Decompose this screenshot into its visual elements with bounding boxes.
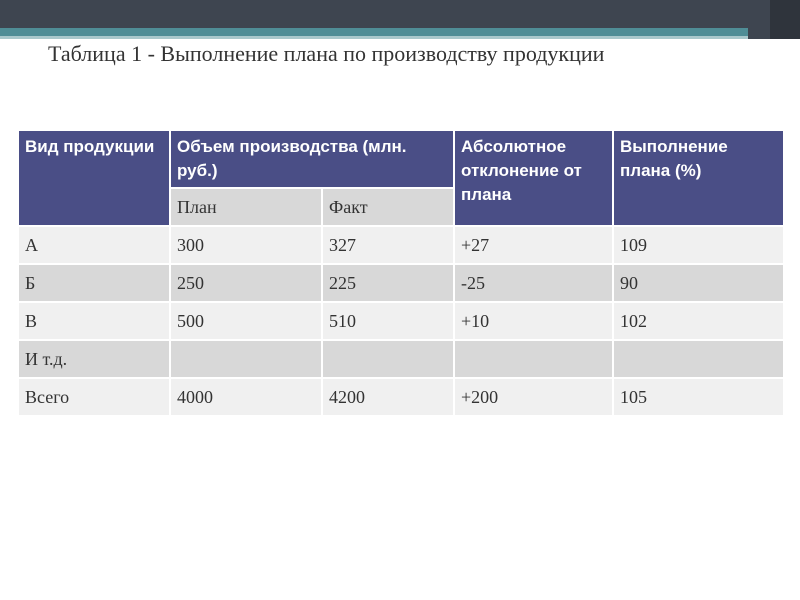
cell-fulfillment: 105 (613, 378, 784, 416)
header-absolute-deviation: Абсолютное отклонение от плана (454, 130, 613, 226)
header-production-volume: Объем производства (млн. руб.) (170, 130, 454, 188)
cell-fulfillment (613, 340, 784, 378)
cell-product: А (18, 226, 170, 264)
table-row (18, 378, 784, 416)
top-decor-bar (0, 0, 800, 28)
cell-product: Всего (18, 378, 170, 416)
cell-plan: 500 (170, 302, 322, 340)
cell-fact (322, 340, 454, 378)
cell-deviation: +27 (454, 226, 613, 264)
cell-deviation (454, 340, 613, 378)
cell-plan: 300 (170, 226, 322, 264)
cell-plan: 4000 (170, 378, 322, 416)
cell-fact: 225 (322, 264, 454, 302)
slide-title: Таблица 1 - Выполнение плана по производству продукции (48, 41, 605, 66)
header-fact: Факт (322, 188, 454, 226)
cell-fulfillment: 102 (613, 302, 784, 340)
cell-deviation: -25 (454, 264, 613, 302)
cell-product: И т.д. (18, 340, 170, 378)
cell-fact: 4200 (322, 378, 454, 416)
production-plan-table (17, 129, 785, 417)
table-header-row (18, 130, 784, 188)
table-row (18, 264, 784, 302)
header-plan-fulfillment: Выполнение плана (%) (613, 130, 784, 226)
cell-plan (170, 340, 322, 378)
cell-product: В (18, 302, 170, 340)
cell-fact: 327 (322, 226, 454, 264)
cell-fulfillment: 90 (613, 264, 784, 302)
table-row (18, 302, 784, 340)
table-row (18, 226, 784, 264)
header-product-type: Вид продукции (18, 130, 170, 226)
header-plan: План (170, 188, 322, 226)
cell-fact: 510 (322, 302, 454, 340)
cell-deviation: +10 (454, 302, 613, 340)
top-right-corner (770, 0, 800, 39)
table-row (18, 340, 784, 378)
cell-deviation: +200 (454, 378, 613, 416)
cell-fulfillment: 109 (613, 226, 784, 264)
top-accent-stripe (0, 28, 800, 36)
cell-plan: 250 (170, 264, 322, 302)
cell-product: Б (18, 264, 170, 302)
